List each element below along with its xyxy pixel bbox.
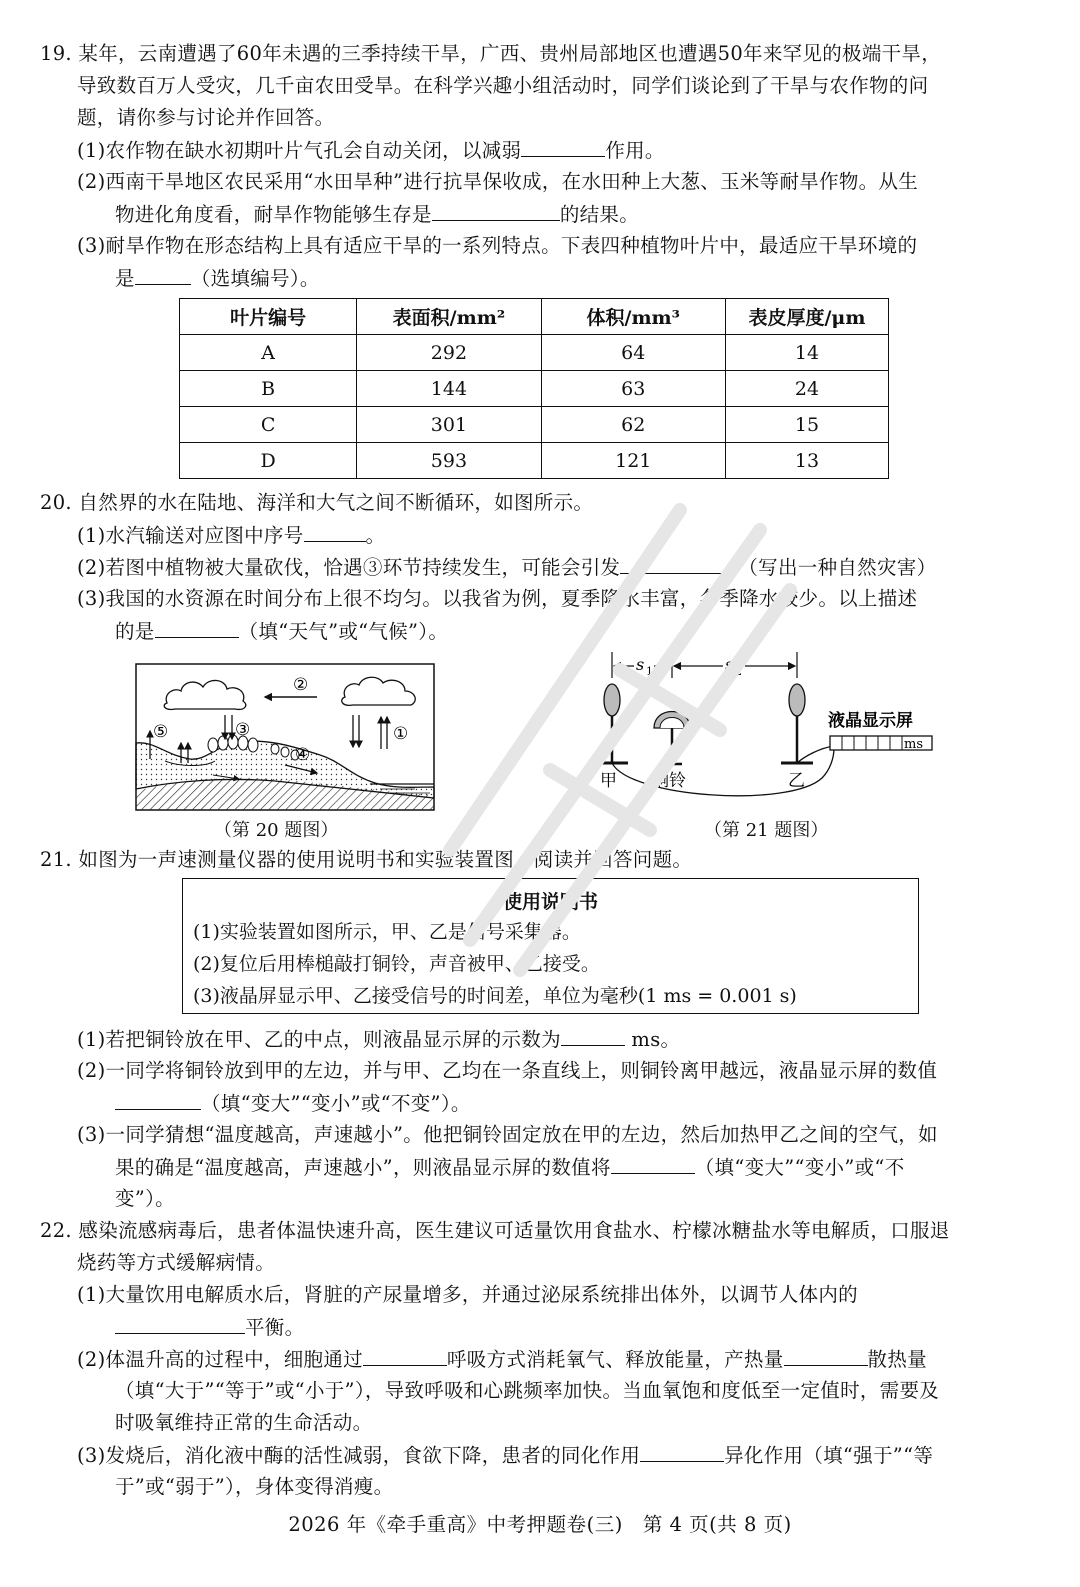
- table-cell: 24: [725, 371, 888, 407]
- table-header-cell: 叶片编号: [180, 299, 357, 335]
- q22-part3-line-1: [77, 1441, 933, 1470]
- q19-part2-line-2: [115, 200, 639, 229]
- q20-part3-line-1: (3)我国的水资源在时间分布上很不均匀。以我省为例，夏季降水丰富，冬季降水较少。以上描述: [77, 587, 918, 610]
- q22-part2-text: (2)体温升高的过程中，细胞通过: [77, 1348, 363, 1371]
- answer-blank[interactable]: [115, 1089, 201, 1110]
- table-row: [180, 407, 889, 443]
- q22-part2-tail: 散热量: [867, 1348, 927, 1371]
- figure-21-caption: （第 21 题图）: [704, 820, 829, 841]
- answer-blank[interactable]: [432, 200, 560, 221]
- q22-part1-line-1: (1)大量饮用电解质水后，肾脏的产尿量增多，并通过泌尿系统排出体外，以调节人体内的: [77, 1283, 858, 1306]
- q21-stem: 21. 如图为一声速测量仪器的使用说明书和实验装置图，阅读并回答问题。: [40, 848, 693, 871]
- q20-part1-tail: 。: [365, 524, 386, 547]
- label-3: ③: [235, 720, 251, 740]
- q21-part1-tail: ms。: [624, 1028, 681, 1051]
- q20-part1-text: (1)水汽输送对应图中序号: [77, 524, 304, 547]
- q21-part2-line-1: (2)一同学将铜铃放到甲的左边，并与甲、乙均在一条直线上，则铜铃离甲越远，液晶显示屏的数值: [77, 1059, 938, 1082]
- q20-part3-text: 的是: [115, 620, 155, 643]
- table-cell: D: [180, 443, 357, 479]
- table-row: [180, 335, 889, 371]
- table-cell: 15: [725, 407, 888, 443]
- sensor-yi-icon: [781, 684, 813, 763]
- manual-item: (1)实验装置如图所示，甲、乙是信号采集器。: [193, 921, 581, 943]
- q21-part2-line-2: [115, 1089, 471, 1118]
- table-cell: 64: [541, 335, 725, 371]
- manual-item: (2)复位后用棒槌敲打铜铃，声音被甲、乙接受。: [193, 953, 600, 975]
- sensor-jia-icon: [596, 684, 628, 763]
- q19-part1-text: (1)农作物在缺水初期叶片气孔会自动关闭，以减弱: [77, 139, 522, 162]
- q20-part2-tail: 。（写出一种自然灾害）: [728, 556, 937, 579]
- label-4: ④: [295, 745, 311, 765]
- page-footer: 2026 年《牵手重高》中考押题卷(三) 第 4 页(共 8 页): [288, 1513, 792, 1536]
- q21-part1-text: (1)若把铜铃放在甲、乙的中点，则液晶显示屏的示数为: [77, 1028, 561, 1051]
- s1-label: s: [636, 655, 645, 674]
- q22-part3-text: (3)发烧后，消化液中酶的活性减弱，食欲下降，患者的同化作用: [77, 1444, 641, 1467]
- q22-stem-line-1: 22. 感染流感病毒后，患者体温快速升高，医生建议可适量饮用食盐水、柠檬冰糖盐水等电解质，口服退: [40, 1219, 950, 1242]
- table-cell: 301: [357, 407, 541, 443]
- table-header-cell: 表面积/mm²: [357, 299, 541, 335]
- q22-part2-line-1: [77, 1345, 927, 1374]
- label-5: ⑤: [153, 722, 169, 742]
- water-cycle-figure: [135, 663, 435, 813]
- q21-part3-line-3: 变”）。: [115, 1187, 175, 1210]
- leaf-data-table: [179, 298, 889, 479]
- table-cell: C: [180, 407, 357, 443]
- answer-blank[interactable]: [115, 1313, 245, 1334]
- yi-label: 乙: [788, 771, 805, 791]
- q21-part3-text: 果的确是“温度越高，声速越小”，则液晶显示屏的数值将: [115, 1156, 611, 1179]
- q20-part3-tail: （填“天气”或“气候”）。: [238, 620, 449, 643]
- answer-blank[interactable]: [363, 1345, 447, 1366]
- q19-part3-line-1: (3)耐旱作物在形态结构上具有适应干旱的一系列特点。下表四种植物叶片中，最适应干旱环境的: [77, 234, 918, 257]
- q20-part2-text: (2)若图中植物被大量砍伐，恰遇③环节持续发生，可能会引发: [77, 556, 621, 579]
- q21-part3-line-2: [115, 1153, 905, 1182]
- table-cell: 144: [357, 371, 541, 407]
- lcd-screen-label: 液晶显示屏: [828, 711, 913, 731]
- s1-subscript: 1: [646, 665, 653, 678]
- table-header-cell: 表皮厚度/μm: [725, 299, 888, 335]
- answer-blank[interactable]: [611, 1153, 695, 1174]
- table-cell: 13: [725, 443, 888, 479]
- table-cell: 63: [541, 371, 725, 407]
- q19-part2-line-1: (2)西南干旱地区农民采用“水田旱种”进行抗旱保收成，在水田种上大葱、玉米等耐旱作物。从生: [77, 170, 919, 193]
- q19-part2-text: 物进化角度看，耐旱作物能够生存是: [115, 203, 432, 226]
- copper-bell-icon: [654, 712, 690, 765]
- q22-part1-line-2: [115, 1313, 304, 1342]
- q21-part3-line-1: (3)一同学猜想“温度越高，声速越小”。他把铜铃固定放在甲的左边，然后加热甲乙之间的空气，如: [77, 1123, 938, 1146]
- answer-blank[interactable]: [640, 1441, 724, 1462]
- q19-stem-line-2: 导致数百万人受灾，几千亩农田受旱。在科学兴趣小组活动时，同学们谈论到了干旱与农作物的问: [77, 74, 929, 97]
- q22-part2-line-3: 时吸氧维持正常的生命活动。: [115, 1411, 373, 1434]
- lcd-screen: [830, 736, 932, 752]
- table-cell: 292: [357, 335, 541, 371]
- table-cell: B: [180, 371, 357, 407]
- answer-blank[interactable]: [135, 264, 191, 285]
- q19-part3-text: 是: [115, 267, 135, 290]
- q19-stem-line-1: 19. 某年，云南遭遇了60年未遇的三季持续干旱，广西、贵州局部地区也遭遇50年来罕见的极端干旱，: [40, 42, 942, 65]
- answer-blank[interactable]: [784, 1345, 868, 1366]
- table-cell: A: [180, 335, 357, 371]
- table-cell: 121: [541, 443, 725, 479]
- q19-stem-line-3: 题，请你参与讨论并作回答。: [77, 106, 335, 129]
- table-cell: 14: [725, 335, 888, 371]
- s2-label: s: [725, 655, 734, 674]
- label-1: ①: [393, 724, 409, 744]
- table-row: [180, 371, 889, 407]
- s2-subscript: 2: [735, 665, 742, 678]
- table-row: [180, 443, 889, 479]
- instruction-manual-box: [182, 878, 919, 1014]
- q22-part1-tail: 平衡。: [245, 1316, 305, 1339]
- answer-blank[interactable]: [620, 553, 728, 574]
- answer-blank[interactable]: [521, 136, 605, 157]
- sound-speed-apparatus-figure: [590, 648, 940, 813]
- q20-part1: [77, 521, 385, 550]
- q22-part3-line-2: 于”或“弱于”），身体变得消瘦。: [115, 1475, 394, 1498]
- jia-label: 甲: [600, 771, 617, 791]
- q22-part2-line-2: （填“大于”“等于”或“小于”），导致呼吸和心跳频率加快。当血氧饱和度低至一定值时，需要及: [115, 1379, 940, 1402]
- q19-part1-tail: 作用。: [605, 139, 665, 162]
- q19-part3-line-2: [115, 264, 320, 293]
- answer-blank[interactable]: [155, 617, 239, 638]
- q19-part2-tail: 的结果。: [559, 203, 640, 226]
- table-header-cell: 体积/mm³: [541, 299, 725, 335]
- q19-part1: [77, 136, 665, 165]
- label-2: ②: [293, 675, 309, 695]
- lcd-unit: ms: [904, 737, 923, 752]
- q20-part2: [77, 553, 936, 582]
- figure-20-caption: （第 20 题图）: [214, 820, 339, 841]
- q22-part3-tail: 异化作用（填“强于”“等: [724, 1444, 934, 1467]
- q22-stem-line-2: 烧药等方式缓解病情。: [77, 1251, 276, 1274]
- answer-blank[interactable]: [561, 1025, 625, 1046]
- manual-item: (3)液晶屏显示甲、乙接受信号的时间差，单位为毫秒(1 ms = 0.001 s): [193, 985, 797, 1007]
- q21-part1: [77, 1025, 680, 1054]
- q21-part3-tail: （填“变大”“变小”或“不: [694, 1156, 905, 1179]
- q21-part2-tail: （填“变大”“变小”或“不变”）。: [201, 1092, 471, 1115]
- answer-blank[interactable]: [304, 521, 366, 542]
- bell-label: 铜铃: [652, 771, 686, 791]
- q20-stem: 20. 自然界的水在陆地、海洋和大气之间不断循环，如图所示。: [40, 491, 594, 514]
- q20-part3-line-2: [115, 617, 448, 646]
- manual-title: 使用说明书: [502, 891, 598, 913]
- table-cell: 62: [541, 407, 725, 443]
- table-cell: 593: [357, 443, 541, 479]
- table-header-row: [180, 299, 889, 335]
- q19-part3-tail: （选填编号）。: [190, 267, 320, 290]
- q22-part2-mid: 呼吸方式消耗氧气、释放能量，产热量: [446, 1348, 784, 1371]
